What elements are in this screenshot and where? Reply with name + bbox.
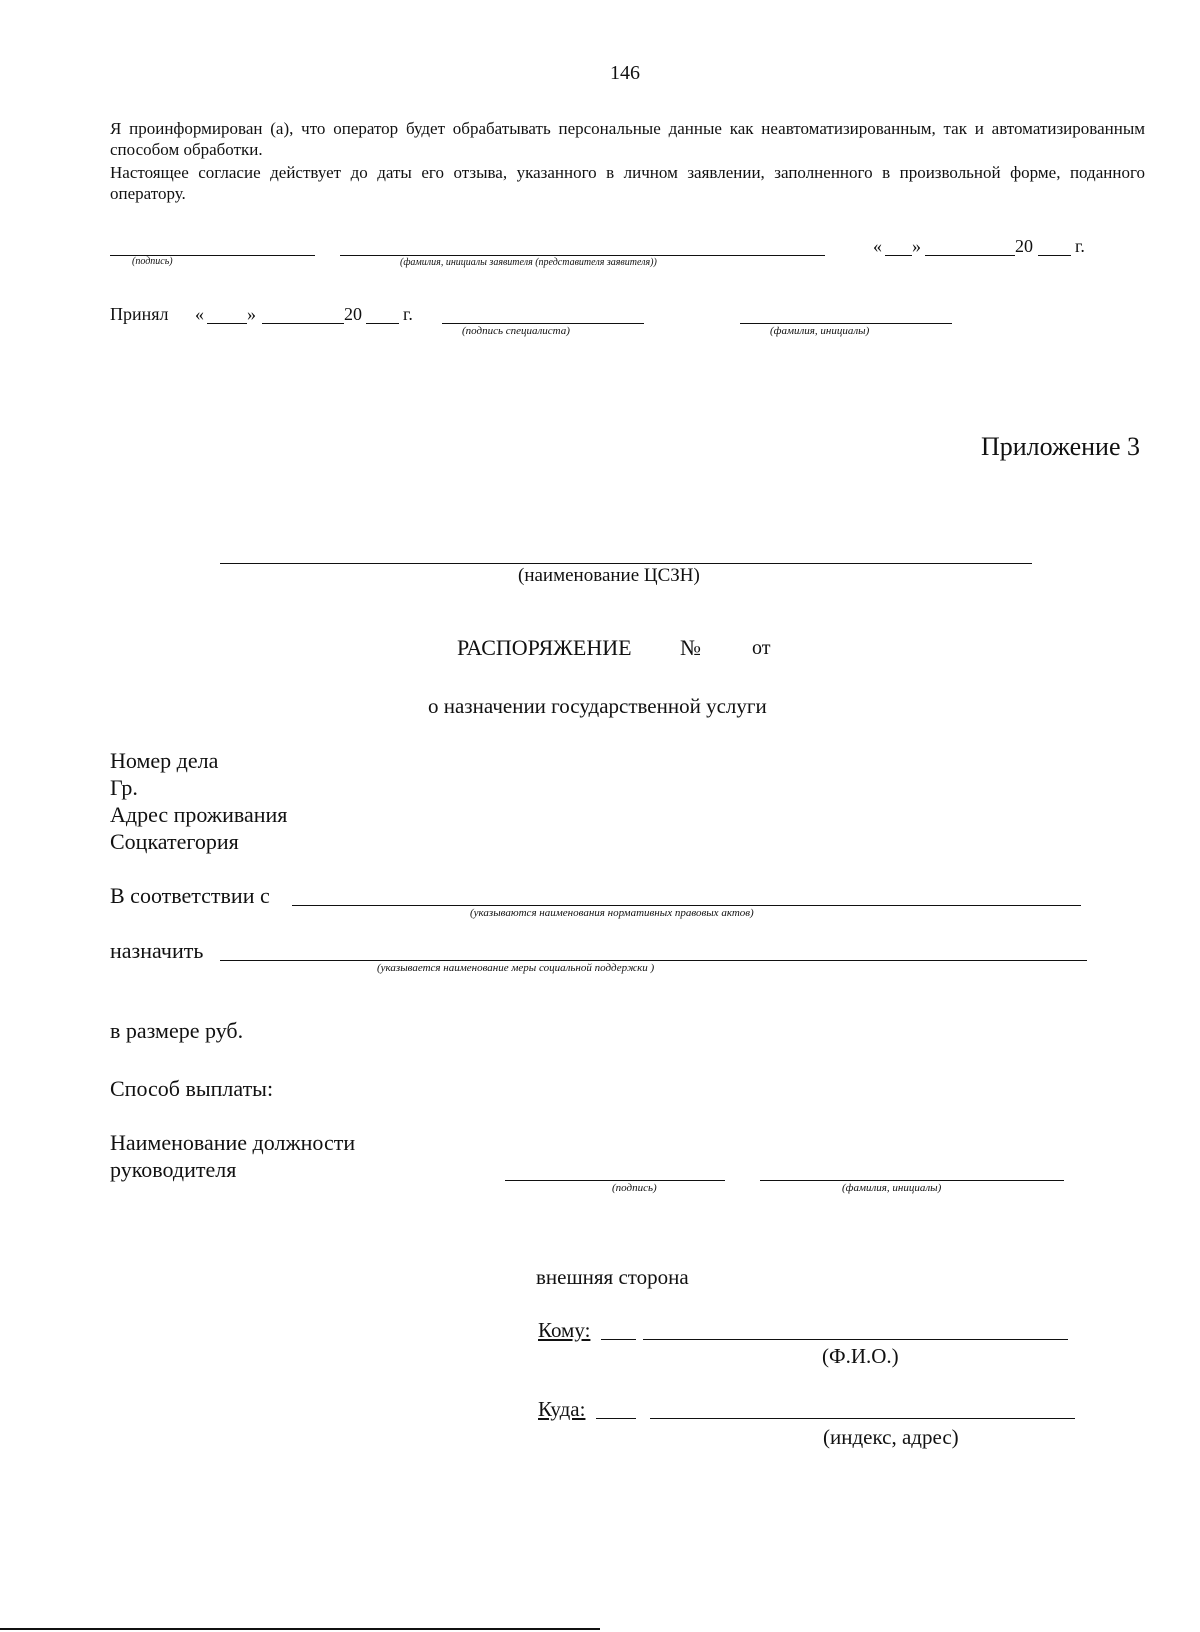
specialist-name-caption: (фамилия, инициалы) [770, 325, 870, 337]
envelope-to-line[interactable] [643, 1339, 1068, 1340]
envelope-to-label: Кому: [538, 1318, 591, 1342]
envelope-to-short-line [601, 1339, 636, 1340]
page-number: 146 [610, 62, 640, 84]
envelope-where-short-line [596, 1418, 636, 1419]
payment-method-label: Способ выплаты: [110, 1076, 274, 1101]
amount-label: в размере руб. [110, 1018, 244, 1043]
accepted-year-line[interactable] [366, 323, 399, 324]
envelope-to-caption: (Ф.И.О.) [822, 1344, 899, 1368]
date-year-line[interactable] [1038, 255, 1071, 256]
date-month-line[interactable] [925, 255, 1015, 256]
specialist-signature-line[interactable] [442, 323, 644, 324]
applicant-name-line[interactable] [340, 255, 825, 256]
date-year-prefix: 20 [1015, 236, 1033, 256]
head-name-caption: (фамилия, инициалы) [842, 1182, 942, 1194]
accordance-line[interactable] [292, 905, 1081, 906]
field-citizen: Гр. [110, 775, 138, 800]
date-open-quote: « [873, 236, 882, 256]
order-title: РАСПОРЯЖЕНИЕ [457, 635, 632, 660]
head-signature-line[interactable] [505, 1180, 725, 1181]
envelope-where-caption: (индекс, адрес) [823, 1425, 959, 1449]
specialist-signature-caption: (подпись специалиста) [462, 325, 570, 337]
appendix-title: Приложение 3 [980, 432, 1140, 461]
assign-label: назначить [110, 938, 204, 963]
order-subject: о назначении государственной услуги [428, 694, 767, 718]
head-name-line[interactable] [760, 1180, 1064, 1181]
order-number-sign: № [680, 635, 701, 660]
assign-line[interactable] [220, 960, 1087, 961]
envelope-where-label: Куда: [538, 1397, 586, 1421]
consent-paragraph-1: Я проинформирован (а), что оператор будет обрабатывать персональные данные как неавтоматизированным, так и автоматизированным способом обработки. [110, 119, 1145, 159]
head-position-line2: руководителя [110, 1157, 237, 1182]
date-year-suffix: г. [1075, 236, 1085, 256]
accepted-day-line[interactable] [207, 323, 247, 324]
head-signature-caption: (подпись) [612, 1182, 657, 1194]
order-date-label: от [752, 637, 771, 659]
assign-caption: (указывается наименование меры социальной поддержки ) [377, 962, 655, 974]
accepted-label: Принял [110, 304, 169, 324]
field-social-category: Соцкатегория [110, 829, 239, 854]
date-close-quote: » [912, 236, 921, 256]
applicant-signature-caption: (подпись) [132, 256, 173, 267]
date-day-line[interactable] [885, 255, 912, 256]
specialist-name-line[interactable] [740, 323, 952, 324]
accepted-year-suffix: г. [403, 304, 413, 324]
applicant-name-caption: (фамилия, инициалы заявителя (представителя заявителя)) [400, 257, 657, 268]
accordance-caption: (указываются наименования нормативных правовых актов) [470, 907, 754, 919]
head-position-line1: Наименование должности [110, 1130, 356, 1155]
field-address: Адрес проживания [110, 802, 288, 827]
field-case-number: Номер дела [110, 748, 219, 773]
accordance-label: В соответствии с [110, 883, 270, 908]
scan-edge-line [0, 1628, 600, 1630]
org-name-caption: (наименование ЦСЗН) [518, 565, 700, 586]
accepted-year-prefix: 20 [344, 304, 362, 324]
accepted-close-quote: » [247, 304, 256, 324]
envelope-title: внешняя сторона [536, 1265, 689, 1289]
consent-paragraph-2: Настоящее согласие действует до даты его отзыва, указанного в личном заявлении, заполненного в произвольной форме, поданного оператору. [110, 163, 1145, 203]
org-name-line[interactable] [220, 563, 1032, 564]
accepted-month-line[interactable] [262, 323, 344, 324]
accepted-open-quote: « [195, 304, 204, 324]
envelope-where-line[interactable] [650, 1418, 1075, 1419]
